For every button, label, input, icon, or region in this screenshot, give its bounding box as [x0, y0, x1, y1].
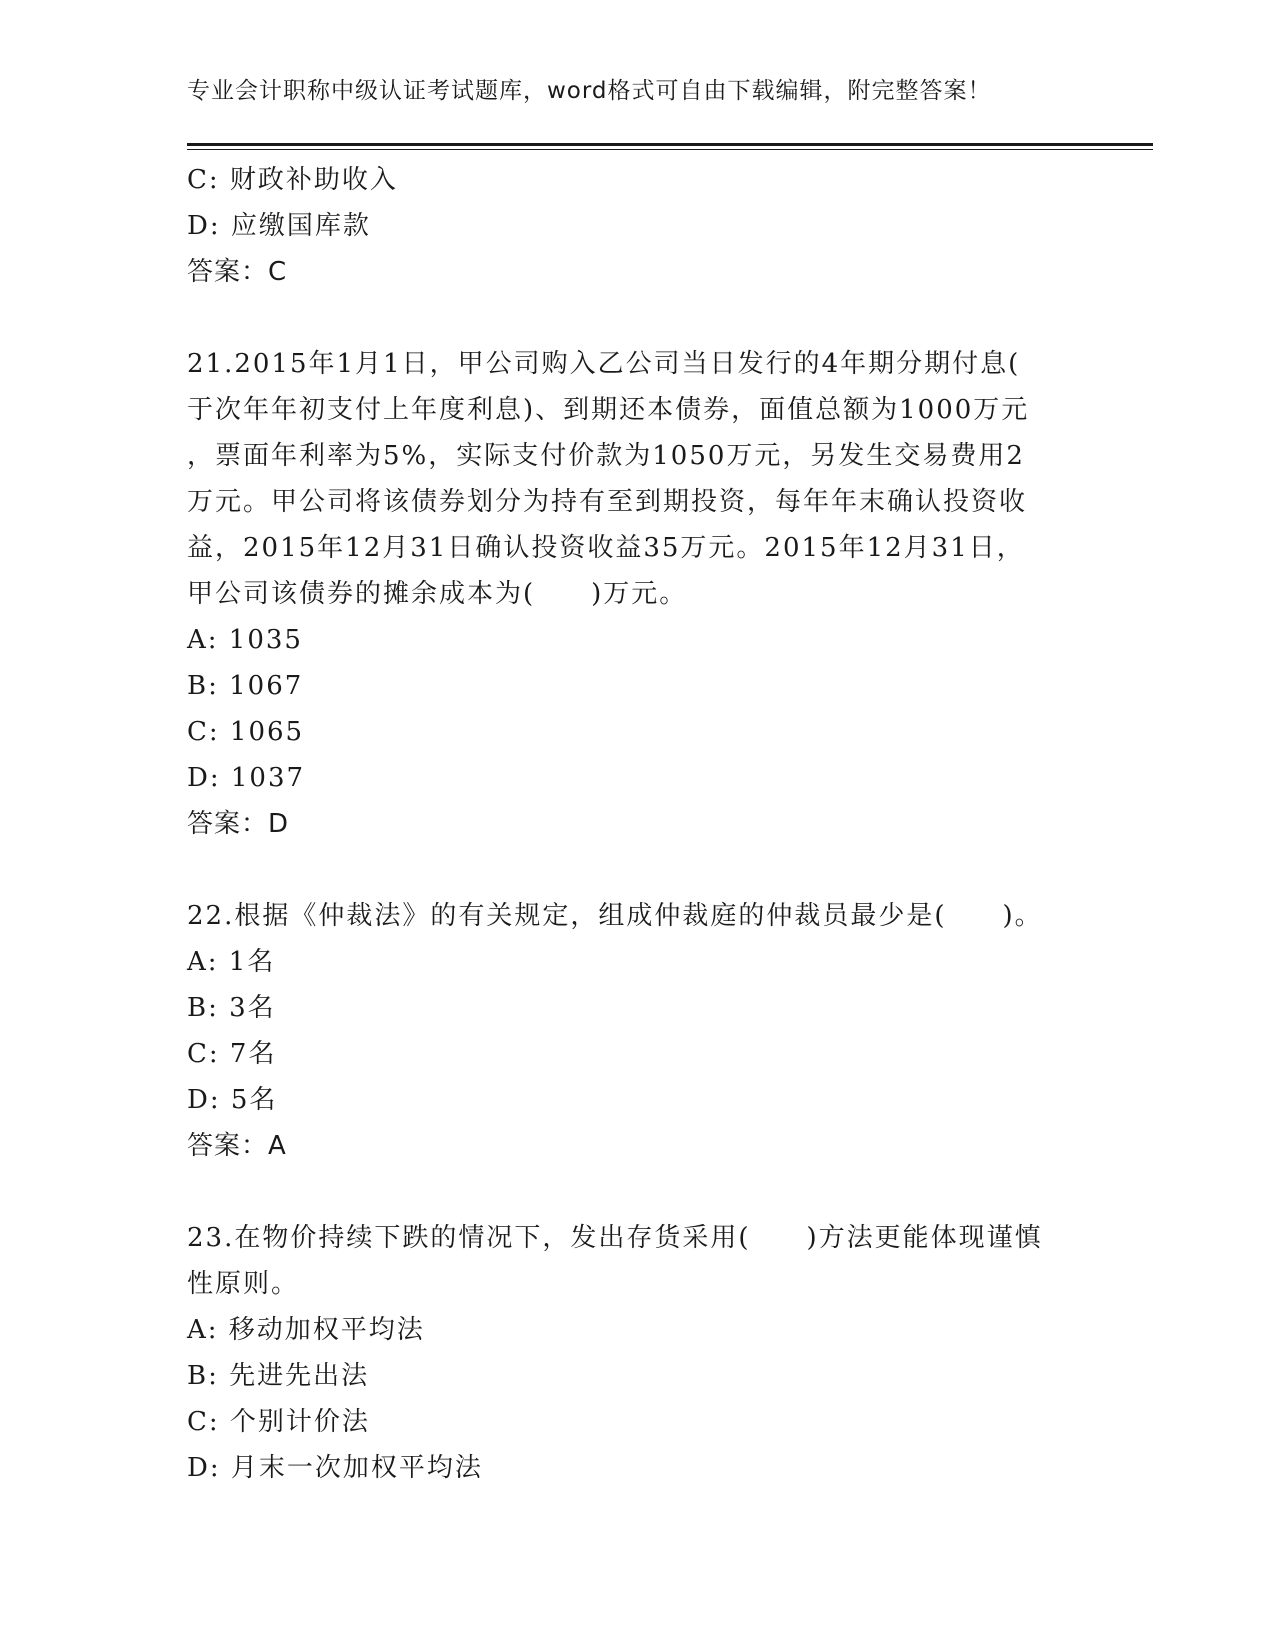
spacer [187, 1169, 1087, 1215]
question-text-line: 21.2015年1月1日，甲公司购入乙公司当日发行的4年期分期付息( [187, 349, 1021, 379]
option-a: A: 1035 [187, 625, 303, 655]
option-c: C: 个别计价法 [187, 1407, 370, 1437]
question-text-line: 益，2015年12月31日确认投资收益35万元。2015年12月31日， [187, 533, 1025, 563]
option-b: B: 3名 [187, 993, 276, 1023]
option-d: D: 1037 [187, 763, 306, 793]
question-text-line: 性原则。 [187, 1269, 300, 1299]
question-text-line: 万元。甲公司将该债券划分为持有至到期投资，每年年末确认投资收 [187, 487, 1028, 517]
option-b: B: 1067 [187, 671, 304, 701]
option-a: A: 移动加权平均法 [187, 1315, 425, 1345]
question-21 [187, 341, 1087, 847]
page-header: 专业会计职称中级认证考试题库，word格式可自由下载编辑，附完整答案！ [187, 78, 992, 104]
question-text-line: 甲公司该债券的摊余成本为( )万元。 [187, 579, 688, 609]
option-d: D: 月末一次加权平均法 [187, 1453, 483, 1483]
option-c: C: 7名 [187, 1039, 277, 1069]
document-body [187, 157, 1087, 1491]
question-text-line: ，票面年利率为5%，实际支付价款为1050万元，另发生交易费用2 [187, 441, 1025, 471]
option-d: D: 5名 [187, 1085, 278, 1115]
option-c: C: 财政补助收入 [187, 165, 398, 195]
header-divider-thin [187, 149, 1153, 150]
option-d: D: 应缴国库款 [187, 211, 371, 241]
question-23 [187, 1215, 1087, 1491]
question-text-line: 于次年年初支付上年度利息)、到期还本债券，面值总额为1000万元 [187, 395, 1030, 425]
answer: 答案：D [187, 809, 290, 839]
question-22 [187, 893, 1087, 1169]
answer: 答案：A [187, 1131, 287, 1161]
option-c: C: 1065 [187, 717, 305, 747]
header-divider [187, 143, 1153, 146]
question-text-line: 22.根据《仲裁法》的有关规定，组成仲裁庭的仲裁员最少是( )。 [187, 901, 1043, 931]
option-a: A: 1名 [187, 947, 276, 977]
option-b: B: 先进先出法 [187, 1361, 370, 1391]
spacer [187, 295, 1087, 341]
question-text-line: 23.在物价持续下跌的情况下，发出存货采用( )方法更能体现谨慎 [187, 1223, 1043, 1253]
answer: 答案：C [187, 257, 288, 287]
spacer [187, 847, 1087, 893]
